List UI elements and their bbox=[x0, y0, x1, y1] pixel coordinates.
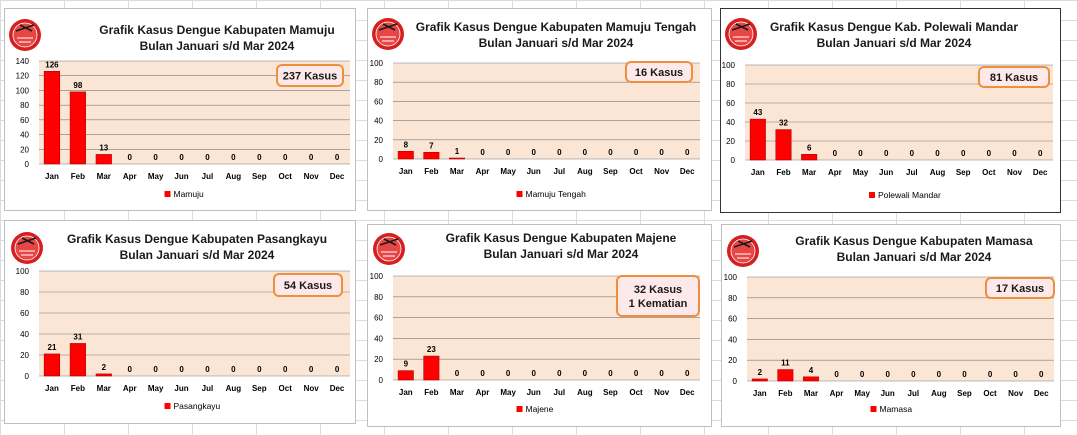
callout-text: 1 Kematian bbox=[628, 298, 688, 310]
x-tick-label: Apr bbox=[475, 388, 490, 397]
y-tick-label: 40 bbox=[374, 334, 383, 344]
x-tick-label: Apr bbox=[829, 389, 844, 398]
data-label: 0 bbox=[684, 369, 690, 378]
data-label: 0 bbox=[1013, 370, 1018, 379]
x-tick-label: Jan bbox=[398, 167, 413, 176]
data-label: 0 bbox=[257, 153, 262, 162]
data-label: 23 bbox=[426, 345, 436, 355]
x-tick-label: Apr bbox=[122, 384, 137, 393]
chart-panel-mamuju-tengah[interactable] bbox=[367, 8, 712, 211]
y-tick-label: 20 bbox=[728, 356, 737, 366]
chart-title: Grafik Kasus Dengue Kabupaten Pasangkayu bbox=[66, 232, 328, 246]
data-label: 0 bbox=[531, 369, 536, 378]
data-label: 0 bbox=[608, 148, 613, 157]
data-label: 11 bbox=[781, 358, 790, 368]
x-tick-label: Aug bbox=[577, 388, 593, 397]
data-label: 0 bbox=[832, 149, 838, 158]
data-label: 0 bbox=[1012, 149, 1017, 158]
x-tick-label: Mar bbox=[96, 172, 111, 181]
chart-subtitle: Bulan Januari s/d Mar 2024 bbox=[483, 247, 639, 261]
dengue-logo-icon bbox=[727, 235, 759, 267]
data-label: 0 bbox=[582, 369, 588, 378]
logo-inner-circle bbox=[377, 237, 401, 261]
data-label: 0 bbox=[960, 149, 966, 158]
data-label: 0 bbox=[480, 369, 485, 378]
bar bbox=[398, 371, 413, 380]
bar bbox=[44, 71, 60, 164]
y-tick-label: 120 bbox=[15, 71, 29, 81]
data-label: 0 bbox=[153, 365, 158, 374]
x-tick-label: Sep bbox=[957, 389, 972, 398]
legend-label: Polewali Mandar bbox=[878, 190, 941, 200]
data-label: 0 bbox=[282, 153, 288, 162]
x-tick-label: Oct bbox=[278, 384, 292, 393]
callout-text: 81 Kasus bbox=[989, 72, 1039, 84]
bar bbox=[398, 151, 413, 159]
data-label: 1 bbox=[454, 147, 460, 157]
x-tick-label: Jan bbox=[45, 384, 59, 393]
x-tick-label: Oct bbox=[629, 167, 643, 176]
logo-inner-circle bbox=[15, 236, 39, 260]
data-label: 0 bbox=[582, 148, 588, 157]
legend-label: Mamuju bbox=[173, 189, 204, 199]
data-label: 13 bbox=[99, 143, 109, 153]
x-tick-label: Dec bbox=[329, 384, 345, 393]
bar bbox=[424, 356, 439, 380]
data-label: 0 bbox=[179, 153, 184, 162]
x-tick-label: Jul bbox=[201, 172, 214, 181]
y-tick-label: 0 bbox=[730, 156, 735, 165]
chart-svg bbox=[368, 9, 711, 210]
chart-title: Grafik Kasus Dengue Kab. Polewali Mandar bbox=[769, 20, 1019, 34]
data-label: 0 bbox=[505, 148, 511, 157]
y-tick-label: 80 bbox=[728, 293, 737, 303]
x-tick-label: Jul bbox=[553, 388, 566, 397]
data-label: 0 bbox=[659, 148, 664, 157]
data-label: 0 bbox=[454, 369, 460, 378]
data-label: 0 bbox=[557, 148, 562, 157]
y-tick-label: 40 bbox=[20, 330, 29, 339]
y-tick-label: 100 bbox=[15, 86, 29, 96]
logo-inner-circle bbox=[376, 22, 400, 46]
x-tick-label: Dec bbox=[1033, 389, 1049, 398]
data-label: 0 bbox=[127, 153, 132, 162]
bar bbox=[752, 379, 767, 381]
x-tick-label: Nov bbox=[1006, 168, 1023, 177]
bar bbox=[750, 119, 765, 160]
legend-swatch bbox=[165, 191, 171, 197]
y-tick-label: 20 bbox=[374, 355, 383, 365]
data-label: 0 bbox=[936, 370, 942, 379]
chart-subtitle: Bulan Januari s/d Mar 2024 bbox=[139, 39, 295, 53]
chart-panel-polewali-mandar[interactable] bbox=[720, 8, 1061, 213]
bar bbox=[70, 92, 86, 164]
total-cases-callout bbox=[617, 276, 699, 316]
data-label: 2 bbox=[757, 367, 763, 377]
x-tick-label: May bbox=[500, 388, 516, 397]
x-tick-label: Jun bbox=[174, 172, 189, 181]
data-label: 0 bbox=[858, 149, 863, 158]
data-label: 0 bbox=[334, 365, 340, 374]
data-label: 0 bbox=[205, 153, 210, 162]
chart-subtitle: Bulan Januari s/d Mar 2024 bbox=[836, 250, 992, 264]
x-tick-label: Dec bbox=[679, 388, 695, 397]
x-tick-label: Jun bbox=[526, 388, 541, 397]
y-tick-label: 60 bbox=[728, 314, 737, 324]
data-label: 0 bbox=[659, 369, 664, 378]
x-tick-label: Aug bbox=[931, 389, 947, 398]
x-tick-label: Feb bbox=[70, 384, 85, 393]
data-label: 0 bbox=[911, 370, 916, 379]
x-tick-label: Nov bbox=[303, 384, 319, 393]
y-tick-label: 80 bbox=[374, 292, 383, 302]
legend-swatch bbox=[517, 191, 523, 197]
x-tick-label: Aug bbox=[577, 167, 593, 176]
data-label: 0 bbox=[1038, 370, 1044, 379]
data-label: 0 bbox=[962, 370, 967, 379]
y-tick-label: 0 bbox=[732, 377, 737, 386]
bar bbox=[96, 154, 112, 164]
x-tick-label: Mar bbox=[803, 389, 819, 398]
x-tick-label: Feb bbox=[70, 172, 85, 181]
legend-swatch bbox=[517, 406, 523, 412]
y-tick-label: 0 bbox=[24, 372, 29, 381]
data-label: 0 bbox=[308, 365, 314, 374]
bar bbox=[776, 130, 791, 160]
x-tick-label: Apr bbox=[122, 172, 137, 181]
x-tick-label: May bbox=[147, 172, 164, 181]
x-tick-label: Mar bbox=[802, 168, 817, 177]
y-tick-label: 60 bbox=[20, 309, 29, 318]
data-label: 126 bbox=[45, 60, 59, 70]
y-tick-label: 100 bbox=[723, 273, 737, 282]
y-tick-label: 40 bbox=[726, 118, 735, 127]
x-tick-label: Jun bbox=[174, 384, 189, 393]
x-tick-label: Jan bbox=[752, 389, 767, 398]
data-label: 0 bbox=[153, 153, 158, 162]
x-tick-label: Oct bbox=[278, 172, 292, 181]
chart-svg bbox=[5, 9, 355, 210]
callout-text: 16 Kasus bbox=[634, 67, 684, 79]
data-label: 0 bbox=[885, 370, 890, 379]
data-label: 0 bbox=[834, 370, 839, 379]
x-tick-label: Jan bbox=[750, 168, 765, 177]
bar bbox=[96, 374, 112, 376]
x-tick-label: Nov bbox=[303, 172, 319, 181]
chart-panel-majene[interactable] bbox=[367, 224, 712, 427]
bar bbox=[803, 377, 818, 381]
data-label: 0 bbox=[1037, 149, 1043, 158]
x-tick-label: May bbox=[147, 384, 164, 393]
x-tick-label: Sep bbox=[955, 168, 971, 177]
chart-title: Grafik Kasus Dengue Kabupaten Mamuju Tengah bbox=[415, 20, 697, 34]
data-label: 0 bbox=[257, 365, 262, 374]
data-label: 8 bbox=[403, 140, 409, 150]
x-tick-label: Nov bbox=[1008, 389, 1024, 398]
y-tick-label: 20 bbox=[374, 135, 383, 145]
chart-panel-mamuju[interactable] bbox=[4, 8, 356, 211]
data-label: 6 bbox=[806, 143, 812, 153]
logo-inner-circle bbox=[729, 22, 753, 46]
chart-svg bbox=[368, 225, 711, 426]
data-label: 0 bbox=[308, 153, 314, 162]
data-label: 0 bbox=[608, 369, 613, 378]
legend-swatch bbox=[869, 192, 875, 198]
data-label: 0 bbox=[987, 370, 993, 379]
dengue-logo-icon bbox=[9, 19, 41, 51]
x-tick-label: Jul bbox=[906, 168, 918, 177]
legend-swatch bbox=[871, 406, 877, 412]
bar bbox=[778, 370, 793, 381]
y-tick-label: 80 bbox=[20, 288, 29, 297]
data-label: 0 bbox=[480, 148, 485, 157]
callout-text: 17 Kasus bbox=[995, 283, 1045, 295]
y-tick-label: 20 bbox=[20, 351, 29, 360]
x-tick-label: May bbox=[500, 167, 516, 176]
x-tick-label: Feb bbox=[424, 388, 439, 397]
x-tick-label: Sep bbox=[603, 167, 618, 176]
chart-subtitle: Bulan Januari s/d Mar 2024 bbox=[478, 36, 634, 50]
x-tick-label: Nov bbox=[654, 167, 670, 176]
y-tick-label: 0 bbox=[378, 155, 383, 164]
legend-label: Majene bbox=[525, 404, 554, 414]
data-label: 0 bbox=[231, 365, 236, 374]
data-label: 0 bbox=[909, 149, 915, 158]
data-label: 4 bbox=[808, 365, 814, 375]
x-tick-label: Oct bbox=[983, 389, 997, 398]
data-label: 31 bbox=[73, 332, 83, 342]
dengue-logo-icon bbox=[725, 18, 757, 50]
x-tick-label: Mar bbox=[449, 167, 465, 176]
chart-panel-pasangkayu[interactable] bbox=[4, 220, 356, 424]
legend-label: Mamuju Tengah bbox=[525, 189, 586, 199]
data-label: 0 bbox=[205, 365, 210, 374]
x-tick-label: Jul bbox=[201, 384, 214, 393]
data-label: 0 bbox=[334, 153, 340, 162]
y-tick-label: 80 bbox=[726, 80, 735, 89]
y-tick-label: 20 bbox=[726, 137, 735, 146]
dengue-logo-icon bbox=[11, 232, 43, 264]
data-label: 43 bbox=[753, 108, 763, 118]
data-label: 0 bbox=[883, 149, 889, 158]
y-tick-label: 40 bbox=[728, 335, 737, 345]
x-tick-label: Sep bbox=[251, 384, 267, 393]
data-label: 0 bbox=[986, 149, 992, 158]
data-label: 0 bbox=[127, 365, 132, 374]
x-tick-label: Feb bbox=[776, 168, 791, 177]
y-tick-label: 0 bbox=[378, 376, 383, 385]
y-tick-label: 0 bbox=[24, 160, 29, 169]
x-tick-label: Sep bbox=[251, 172, 267, 181]
data-label: 0 bbox=[633, 148, 639, 157]
y-tick-label: 60 bbox=[374, 97, 383, 107]
x-tick-label: Jun bbox=[879, 168, 894, 177]
chart-subtitle: Bulan Januari s/d Mar 2024 bbox=[119, 248, 275, 262]
y-tick-label: 60 bbox=[20, 115, 29, 125]
y-tick-label: 100 bbox=[721, 61, 735, 70]
x-tick-label: Mar bbox=[96, 384, 111, 393]
data-label: 0 bbox=[684, 148, 690, 157]
data-label: 0 bbox=[179, 365, 184, 374]
bar bbox=[801, 154, 816, 160]
y-tick-label: 100 bbox=[369, 272, 383, 281]
y-tick-label: 140 bbox=[15, 57, 29, 66]
logo-inner-circle bbox=[731, 239, 755, 263]
y-tick-label: 80 bbox=[374, 78, 383, 88]
x-tick-label: Sep bbox=[603, 388, 618, 397]
legend-label: Mamasa bbox=[879, 404, 913, 414]
x-tick-label: Aug bbox=[225, 172, 242, 181]
x-tick-label: Apr bbox=[827, 168, 842, 177]
data-label: 0 bbox=[282, 365, 288, 374]
data-label: 0 bbox=[935, 149, 940, 158]
y-tick-label: 40 bbox=[374, 116, 383, 126]
bar bbox=[449, 158, 464, 159]
chart-svg bbox=[721, 9, 1060, 212]
callout-text: 54 Kasus bbox=[283, 280, 333, 292]
x-tick-label: Aug bbox=[929, 168, 946, 177]
x-tick-label: Jul bbox=[553, 167, 566, 176]
data-label: 0 bbox=[859, 370, 865, 379]
x-tick-label: Jan bbox=[398, 388, 413, 397]
bar bbox=[44, 354, 60, 376]
data-label: 0 bbox=[231, 153, 236, 162]
x-tick-label: Jan bbox=[45, 172, 59, 181]
x-tick-label: May bbox=[854, 389, 870, 398]
y-tick-label: 60 bbox=[374, 313, 383, 323]
x-tick-label: Jul bbox=[907, 389, 920, 398]
data-label: 2 bbox=[101, 362, 107, 372]
y-tick-label: 100 bbox=[15, 267, 29, 276]
callout-text: 32 Kasus bbox=[633, 284, 683, 296]
chart-svg bbox=[5, 221, 355, 423]
chart-panel-mamasa[interactable] bbox=[721, 224, 1061, 427]
data-label: 9 bbox=[403, 359, 409, 369]
data-label: 0 bbox=[557, 369, 562, 378]
dengue-logo-icon bbox=[372, 18, 404, 50]
x-tick-label: May bbox=[852, 168, 869, 177]
x-tick-label: Jun bbox=[880, 389, 895, 398]
bar bbox=[70, 343, 86, 376]
x-tick-label: Oct bbox=[629, 388, 643, 397]
chart-title: Grafik Kasus Dengue Kabupaten Majene bbox=[445, 231, 677, 245]
x-tick-label: Oct bbox=[982, 168, 996, 177]
x-tick-label: Nov bbox=[654, 388, 670, 397]
y-tick-label: 20 bbox=[20, 145, 29, 155]
y-tick-label: 60 bbox=[726, 99, 735, 108]
x-tick-label: Mar bbox=[449, 388, 465, 397]
y-tick-label: 80 bbox=[20, 101, 29, 111]
data-label: 32 bbox=[779, 118, 788, 128]
logo-inner-circle bbox=[13, 23, 37, 47]
legend-swatch bbox=[165, 403, 171, 409]
data-label: 0 bbox=[505, 369, 511, 378]
x-tick-label: Dec bbox=[329, 172, 345, 181]
bar bbox=[424, 152, 439, 159]
x-tick-label: Jun bbox=[526, 167, 541, 176]
data-label: 98 bbox=[73, 80, 83, 90]
x-tick-label: Aug bbox=[225, 384, 242, 393]
data-label: 21 bbox=[47, 342, 57, 352]
y-tick-label: 100 bbox=[369, 59, 383, 68]
dengue-logo-icon bbox=[373, 233, 405, 265]
data-label: 7 bbox=[429, 141, 434, 151]
data-label: 0 bbox=[633, 369, 639, 378]
x-tick-label: Feb bbox=[778, 389, 793, 398]
chart-svg bbox=[722, 225, 1060, 426]
chart-title: Grafik Kasus Dengue Kabupaten Mamasa bbox=[795, 234, 1033, 248]
x-tick-label: Dec bbox=[679, 167, 695, 176]
chart-title: Grafik Kasus Dengue Kabupaten Mamuju bbox=[99, 23, 335, 37]
x-tick-label: Apr bbox=[475, 167, 490, 176]
chart-subtitle: Bulan Januari s/d Mar 2024 bbox=[816, 36, 972, 50]
y-tick-label: 40 bbox=[20, 130, 29, 140]
x-tick-label: Dec bbox=[1032, 168, 1048, 177]
x-tick-label: Feb bbox=[424, 167, 439, 176]
callout-text: 237 Kasus bbox=[282, 70, 338, 83]
data-label: 0 bbox=[531, 148, 536, 157]
legend-label: Pasangkayu bbox=[173, 401, 221, 411]
